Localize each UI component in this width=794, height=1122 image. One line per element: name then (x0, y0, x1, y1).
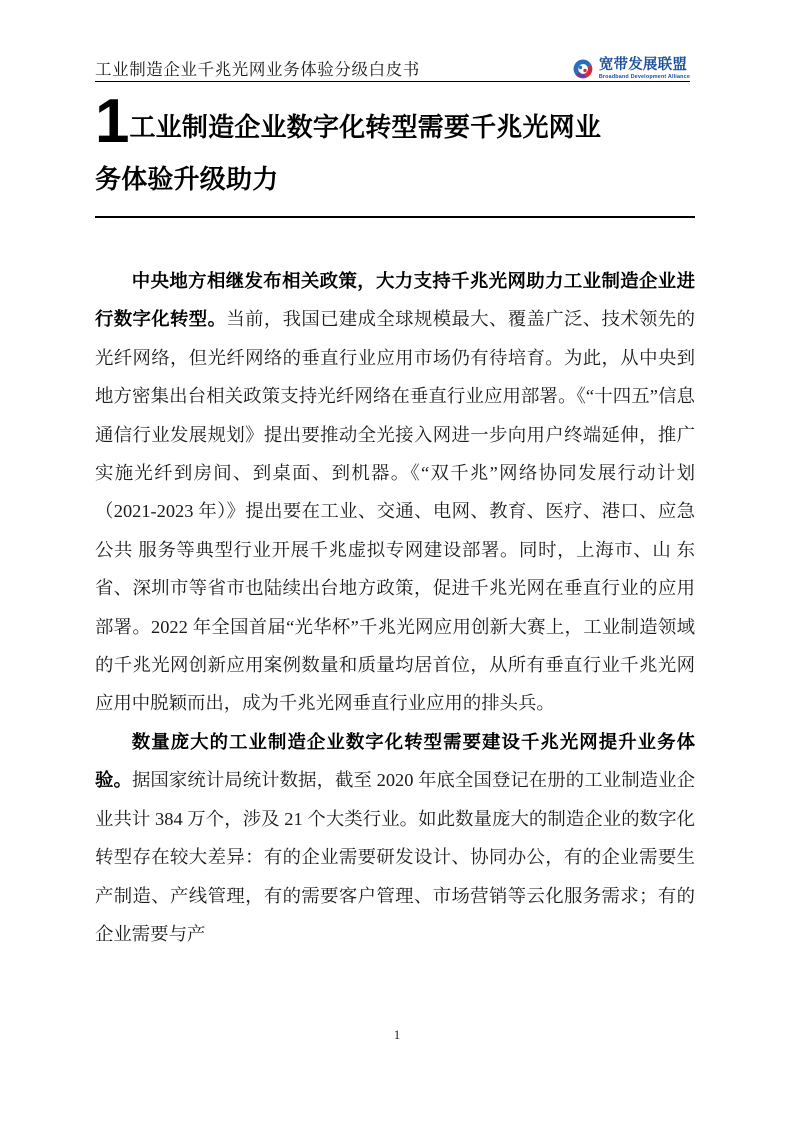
chapter-heading (95, 87, 695, 206)
chapter-heading-line-1 (95, 87, 695, 156)
paragraph-2 (95, 723, 695, 953)
chapter-number: 1 (95, 87, 129, 156)
paragraph-2-lead: 数量庞大的工业制造企业数字化转型需要建设千兆光网提升业务体验。 (95, 731, 695, 791)
broadband-alliance-logo-icon (572, 58, 594, 80)
page-header (95, 44, 690, 82)
page-footer (0, 1026, 794, 1044)
paragraph-1 (95, 262, 695, 723)
document-body (95, 262, 695, 953)
page-number: 1 (393, 1028, 401, 1042)
logo-wordmark (599, 58, 690, 80)
chapter-divider-rule (95, 216, 695, 218)
paragraph-1-body: 当前，我国已建成全球规模最大、覆盖广泛、技术领先的光纤网络，但光纤网络的垂直行业应用市场仍有待培育。为此，从中央到地方密集出台相关政策支持光纤网络在垂直行业应用部署。《“十四五”信息通信行业发展规划》提出要推动全光接入网进一步向用户终端延伸，推广实施光纤到房间、到桌面、到机器。《“双千兆”网络协同发展行动计划（2021-2023 年）》提出要在工业、交通、电网、教育、医疗、港口、应急公共 服务等典型行业开展千兆虚拟专网建设部署。同时，上海市、山 东省、深圳市等省市也陆续出台地方政策，促进千兆光网在垂直行业的应用部署。2022 年全国首届“光华杯”千兆光网应用创新大赛上，工业制造领域的千兆光网创新应用案例数量和质量均居首位，从所有垂直行业千兆光网应用中脱颖而出，成为千兆光网垂直行业应用的排头兵。 (95, 309, 695, 714)
header-divider-rule (95, 81, 690, 82)
organization-logo (572, 58, 690, 82)
header-title: 工业制造企业千兆光网业务体验分级白皮书 (95, 60, 420, 80)
paragraph-2-body: 据国家统计局统计数据，截至 2020 年底全国登记在册的工业制造业企业共计 384 万个，涉及 21 个大类行业。如此数量庞大的制造企业的数字化转型存在较大差异：有的企业需要研发设计、协同办公，有的企业需要生产制造、产线管理，有的需要客户管理、市场营销等云化服务需求；有的企业需要与产 (95, 770, 695, 944)
paragraph-1-lead: 中央地方相继发布相关政策，大力支持千兆光网助力工业制造企业进行数字化转型。 (95, 271, 695, 330)
chapter-title-part-2: 务体验升级助力 (95, 165, 279, 194)
logo-name-cn: 宽带发展联盟 (598, 57, 688, 74)
logo-name-en: Broadband Development Alliance (598, 73, 690, 80)
chapter-title-part-1: 工业制造企业数字化转型需要千兆光网业 (129, 113, 602, 142)
